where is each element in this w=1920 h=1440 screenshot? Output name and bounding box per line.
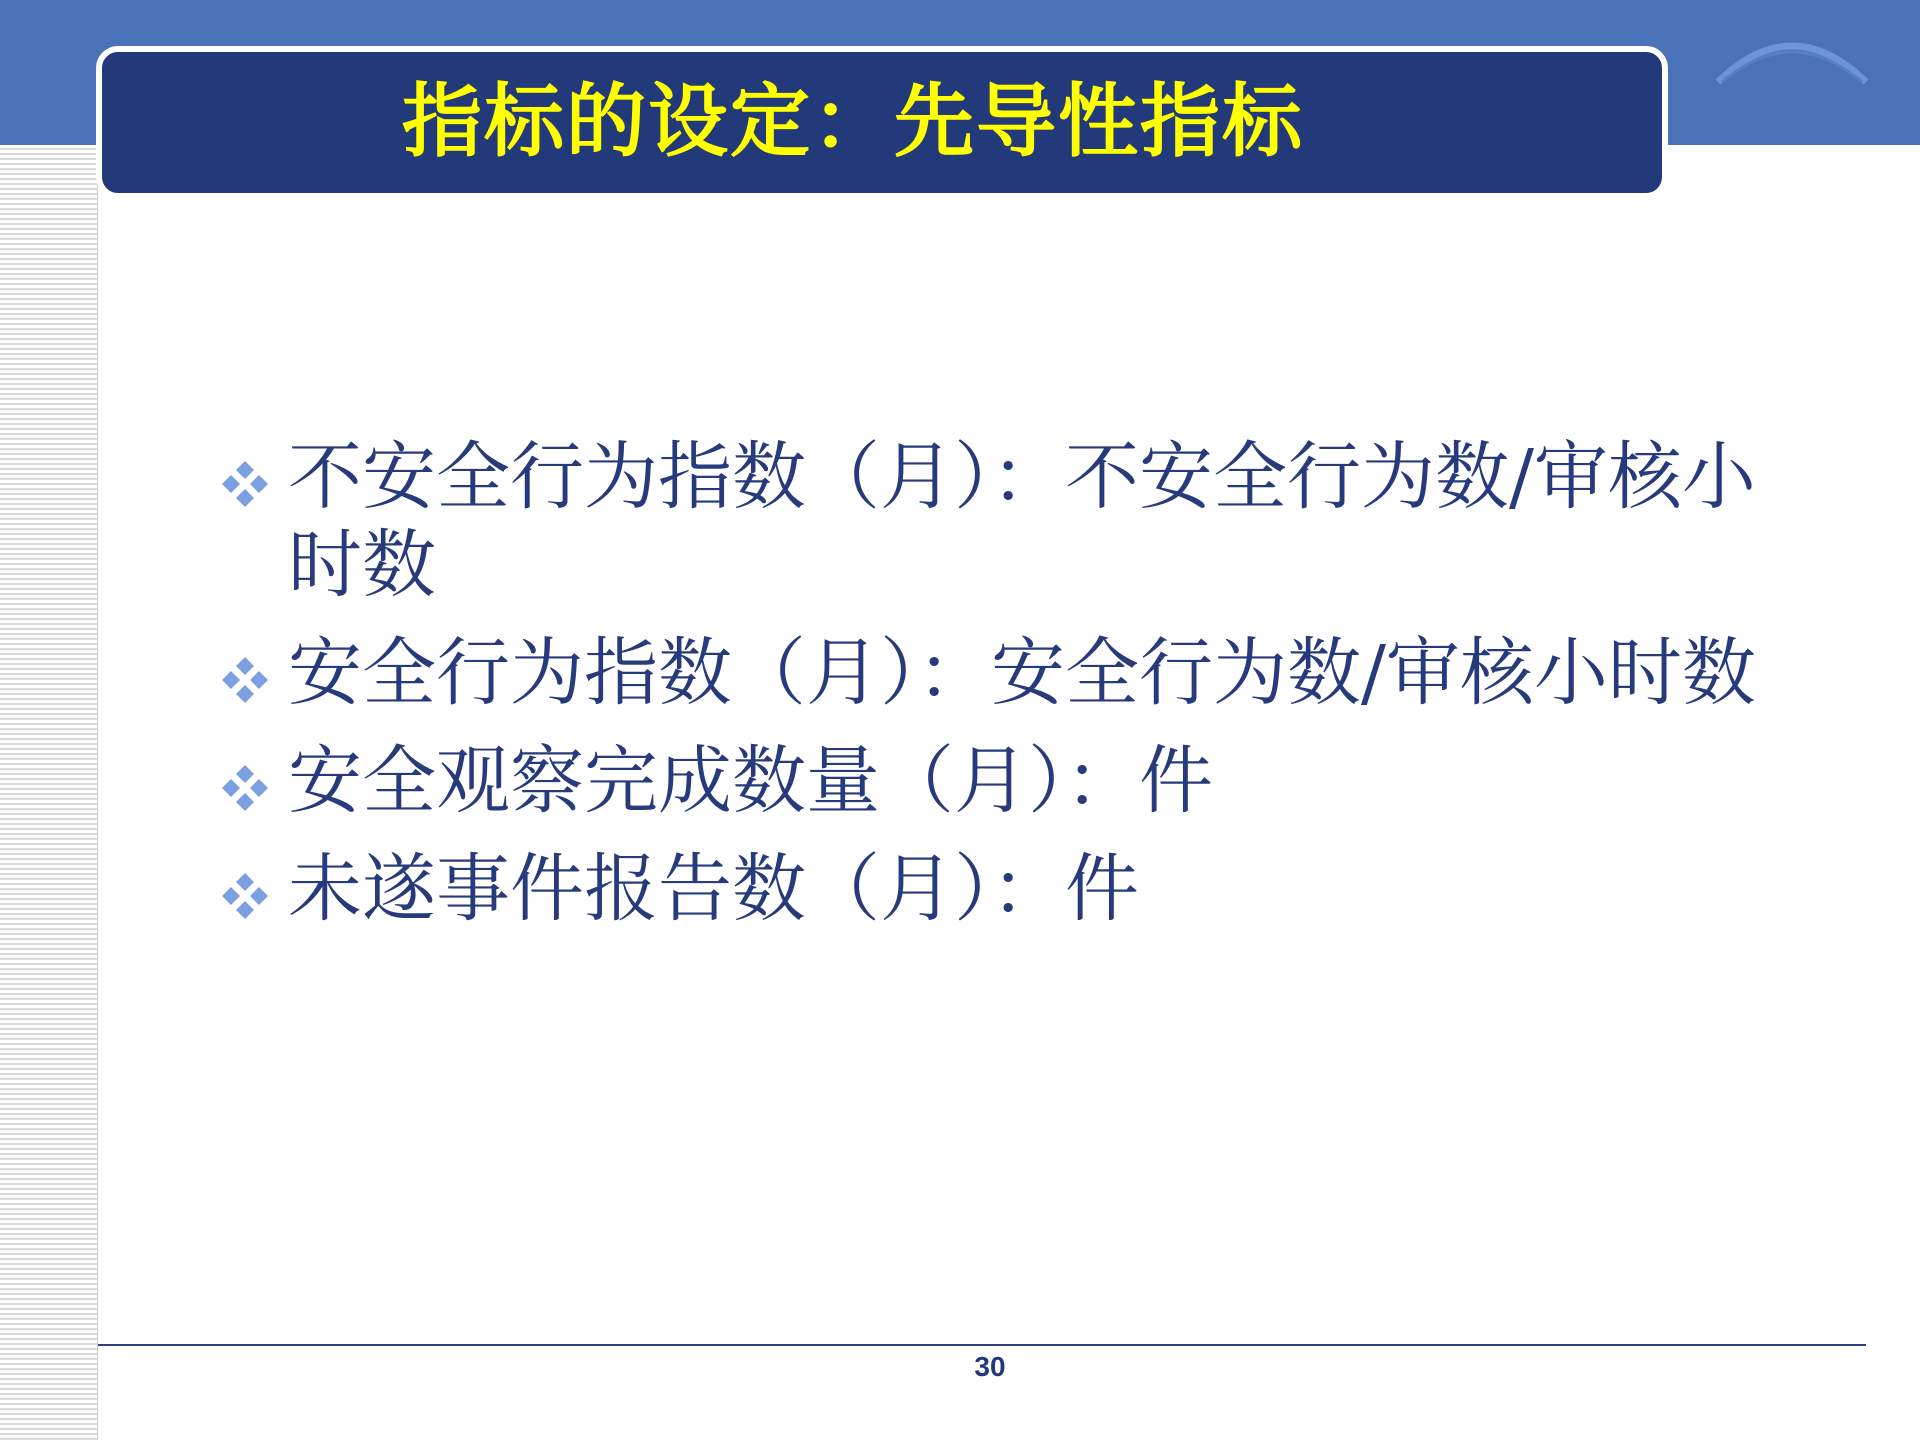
arc-decoration-icon — [1712, 20, 1872, 140]
page-number: 30 — [974, 1351, 1006, 1382]
footer-divider — [98, 1344, 1866, 1346]
bullet-text: 未遂事件报告数（月）：件 — [288, 846, 1139, 932]
slide-title: 指标的设定：先导性指标 — [402, 75, 1304, 168]
title-bar — [96, 46, 1668, 199]
four-diamond-bullet-icon — [218, 761, 272, 815]
bullet-text: 不安全行为指数（月）：不安全行为数/审核小时数 — [288, 434, 1756, 608]
four-diamond-bullet-icon — [218, 869, 272, 923]
bullet-list — [218, 433, 1813, 953]
left-stripe-panel — [0, 145, 98, 1440]
four-diamond-bullet-icon — [218, 457, 272, 511]
bullet-text: 安全行为指数（月）：安全行为数/审核小时数 — [288, 630, 1756, 716]
list-item — [218, 433, 1813, 609]
list-item — [218, 629, 1813, 717]
four-diamond-bullet-icon — [218, 653, 272, 707]
list-item — [218, 737, 1813, 825]
list-item — [218, 845, 1813, 933]
bullet-text: 安全观察完成数量（月）：件 — [288, 738, 1213, 824]
